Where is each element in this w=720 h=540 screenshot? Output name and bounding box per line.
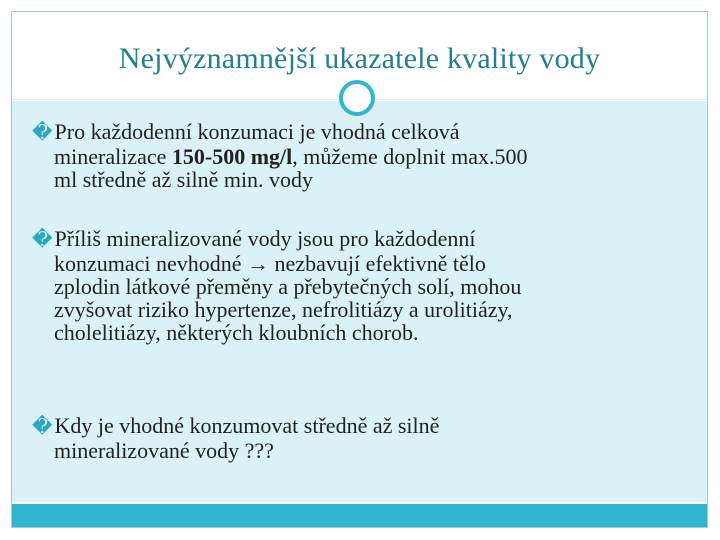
p1-line2-pre: mineralizace	[54, 144, 172, 169]
p2-line4: zvyšovat riziko hypertenze, nefrolitiázy a urolitiázy,	[54, 297, 513, 322]
paragraph-kdy-vhodne	[32, 414, 652, 462]
bottom-accent-bar	[12, 504, 707, 527]
p2-line1: Příliš mineralizované vody jsou pro každodenní	[54, 226, 476, 251]
paragraph-prilis-mineralizovane	[32, 227, 682, 344]
bullet-icon: �	[32, 229, 53, 251]
bullet-icon: �	[32, 416, 53, 438]
p3-line2: mineralizované vody ???	[54, 438, 274, 463]
p1-line2	[32, 145, 672, 168]
p2-line2: konzumaci nevhodné → nezbavují efektivně tělo	[54, 251, 486, 276]
p1-line3: ml středně až silně min. vody	[54, 167, 314, 192]
paragraph-mineralizace	[32, 120, 672, 191]
bullet-icon: �	[32, 122, 53, 144]
p1-line2-post: , můžeme doplnit max.500	[292, 144, 528, 169]
slide-title: Nejvýznamnější ukazatele kvality vody	[118, 42, 601, 75]
p1-line2-bold: 150-500 mg/l	[171, 144, 293, 169]
p2-line3: zplodin látkové přeměny a přebytečných solí, mohou	[54, 274, 522, 299]
p2-line5: cholelitiázy, některých kloubních chorob.	[54, 320, 419, 345]
ring-ornament-icon	[339, 80, 375, 116]
p3-line1: Kdy je vhodné konzumovat středně až silně	[54, 413, 440, 438]
p1-line1: Pro každodenní konzumaci je vhodná celková	[54, 119, 460, 144]
